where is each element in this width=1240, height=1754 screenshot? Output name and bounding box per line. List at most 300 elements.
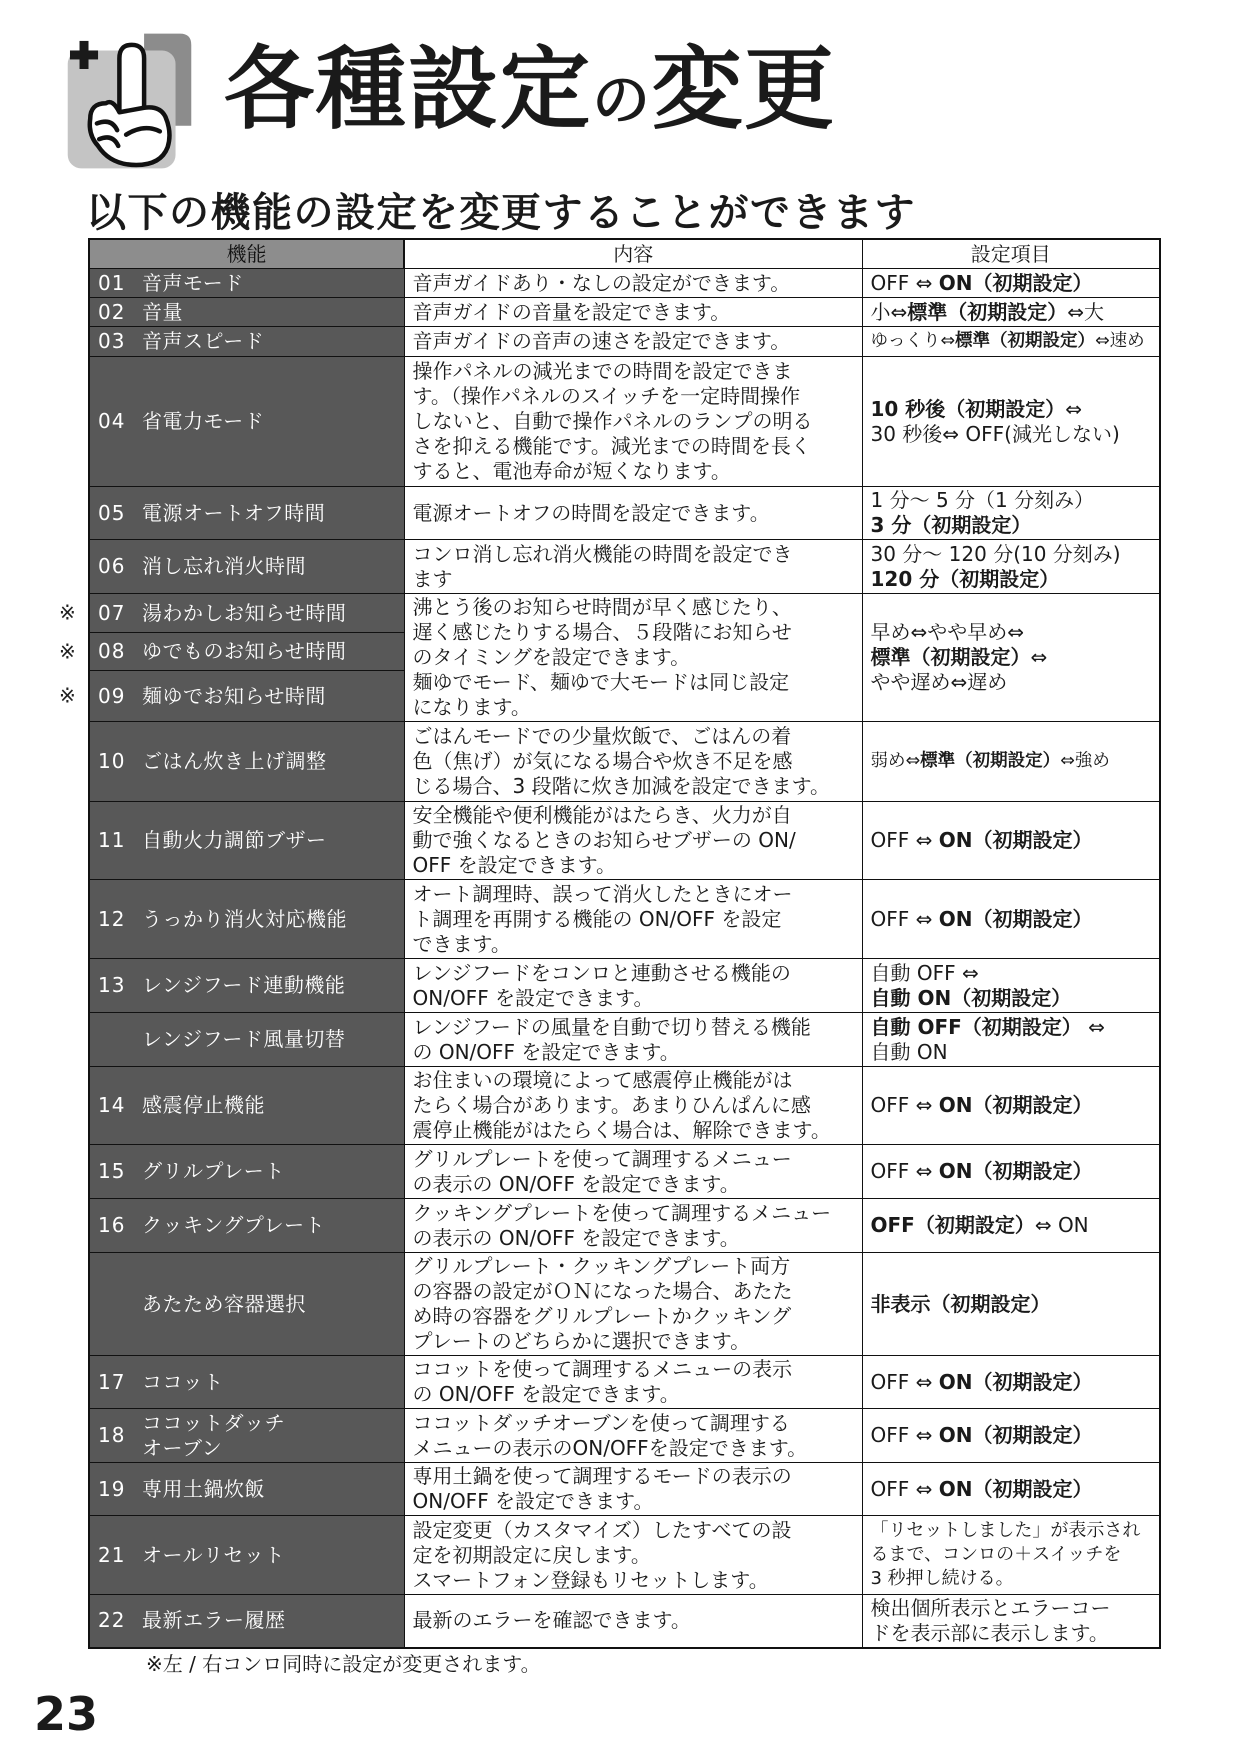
feature-cell: [89, 540, 404, 594]
feature-cell: [89, 487, 404, 540]
setting-cell: [862, 594, 1160, 722]
description-line: 最新のエラーを確認できます。: [412, 1608, 691, 1633]
setting-text: 30 秒後⇔ OFF(減光しない): [870, 421, 1120, 446]
feature-name: レンジフード連動機能: [142, 973, 346, 997]
feature-number: 21: [98, 1542, 126, 1567]
table-row: [89, 880, 1160, 959]
setting-text: 3 秒押し続ける。: [870, 1568, 1014, 1589]
description-line: ON/OFF を設定できます。: [412, 985, 654, 1010]
title-main-a: 各種設定: [224, 36, 592, 142]
setting-default-label: 120 分（初期設定）: [870, 566, 1060, 591]
feature-label: [98, 1370, 396, 1395]
feature-name: オールリセット: [142, 1542, 285, 1567]
description-line: になります。: [412, 695, 531, 719]
table-row: [89, 1516, 1160, 1595]
setting-default-label: ON（初期設定）: [938, 1423, 1093, 1447]
feature-label: [98, 1477, 396, 1502]
feature-cell: [89, 298, 404, 327]
setting-cell: [862, 722, 1160, 802]
description-cell: [404, 1463, 862, 1516]
feature-label: [98, 601, 396, 626]
setting-line: [871, 567, 1152, 592]
feature-name: レンジフード風量切替: [142, 1027, 346, 1051]
setting-cell: [862, 1356, 1160, 1409]
setting-text: 1 分～ 5 分（1 分刻み）: [870, 488, 1095, 512]
setting-line: [871, 1567, 1152, 1591]
feature-number: 06: [98, 554, 126, 578]
table-row: [89, 298, 1160, 327]
setting-line: [871, 1519, 1152, 1543]
setting-cell: [862, 1409, 1160, 1463]
setting-line: [871, 422, 1152, 447]
feature-label: [98, 1093, 396, 1118]
description-line: ごはんモードでの少量炊飯で、ごはんの着: [412, 724, 792, 748]
feature-number: 22: [98, 1608, 126, 1633]
note-mark: ※: [59, 600, 76, 625]
description-line: OFF を設定できます。: [412, 853, 617, 877]
feature-number: 04: [98, 409, 126, 433]
setting-cell: [862, 802, 1160, 880]
feature-label: [98, 907, 396, 932]
description-cell: [404, 1199, 862, 1253]
setting-default-label: 標準（初期設定）: [920, 751, 1061, 771]
table-body: [59, 269, 1160, 1648]
feature-name: あたため容器選択: [142, 1291, 306, 1316]
description-line: の ON/OFF を設定できます。: [412, 1039, 680, 1064]
table-row: [89, 1145, 1160, 1199]
description-cell: [404, 269, 862, 298]
setting-default-label: 標準（初期設定）: [870, 645, 1031, 669]
table-row: [89, 1013, 1160, 1067]
setting-default-label: ON（初期設定）: [938, 1159, 1093, 1183]
feature-name: 湯わかしお知らせ時間: [142, 600, 347, 625]
description-line: すると、電池寿命が短くなります。: [412, 459, 731, 483]
table-row: [89, 594, 1160, 633]
table-row: [89, 1199, 1160, 1253]
description-line: 音声ガイドの音量を設定できます。: [412, 299, 731, 324]
description-line: ON/OFF を設定できます。: [412, 1489, 654, 1513]
setting-text: ⇔: [1030, 645, 1048, 669]
setting-line: [871, 329, 1152, 354]
feature-number: 05: [98, 500, 126, 525]
description-line: さを抑える機能です。減光までの時間を長く: [412, 434, 811, 458]
feature-name: 自動火力調節ブザー: [142, 828, 327, 852]
header-description: 内容: [404, 239, 862, 269]
setting-text: OFF ⇔: [870, 1476, 939, 1501]
feature-cell: [89, 1595, 404, 1648]
setting-text: OFF ⇔: [870, 906, 939, 931]
description-cell: [404, 487, 862, 540]
setting-cell: [862, 298, 1160, 327]
description-line: じる場合、3 段階に炊き加減を設定できます。: [412, 774, 830, 798]
description-line: の ON/OFF を設定できます。: [412, 1382, 680, 1406]
feature-cell: [89, 1067, 404, 1145]
setting-text: 自動 OFF ⇔: [870, 960, 979, 985]
table-row: [89, 269, 1160, 298]
setting-line: [871, 620, 1152, 645]
feature-cell: [89, 880, 404, 959]
setting-text: OFF ⇔: [870, 270, 939, 295]
feature-name: ココット: [142, 1369, 224, 1394]
setting-line: [871, 1621, 1152, 1646]
note-mark: ※: [59, 639, 76, 663]
description-cell: [404, 1145, 862, 1199]
setting-line: [871, 1093, 1152, 1118]
description-line: 音声ガイドあり・なしの設定ができます。: [412, 270, 791, 295]
description-line: グリルプレート・クッキングプレート両方: [412, 1254, 791, 1278]
description-cell: [404, 298, 862, 327]
description-line: 操作パネルの減光までの時間を設定できま: [412, 359, 793, 383]
feature-cell: [89, 1356, 404, 1409]
title-main-b: 変更: [652, 36, 837, 142]
feature-cell: [89, 327, 404, 357]
setting-text: 「リセットしました」が表示され: [870, 1520, 1141, 1541]
description-line: グリルプレートを使って調理するメニュー: [412, 1146, 792, 1171]
setting-line: [871, 1213, 1152, 1238]
description-line: のタイミングを設定できます。: [412, 645, 691, 669]
description-line: できます。: [412, 931, 511, 956]
setting-line: [871, 828, 1152, 853]
description-line: スマートフォン登録もリセットします。: [412, 1567, 769, 1592]
table-row: [89, 327, 1160, 357]
feature-label: [98, 1543, 396, 1568]
page-number: 23: [34, 1687, 99, 1741]
feature-cell: [89, 1463, 404, 1516]
description-line: す。（操作パネルのスイッチを一定時間操作: [412, 384, 801, 408]
feature-label: [98, 749, 396, 774]
feature-cell: [89, 1516, 404, 1595]
description-line: 動で強くなるときのお知らせブザーの ON/: [412, 828, 796, 852]
title-particle: の: [592, 66, 653, 134]
feature-name: 消し忘れ消火時間: [142, 554, 306, 578]
setting-cell: [862, 1463, 1160, 1516]
feature-name: 電源オートオフ時間: [142, 500, 326, 525]
feature-label: [98, 329, 396, 354]
feature-number: 13: [98, 973, 126, 997]
feature-name: 専用土鍋炊飯: [142, 1476, 265, 1501]
feature-cell: [89, 1145, 404, 1199]
feature-cell: [59, 671, 404, 722]
setting-text: OFF ⇔: [870, 1369, 939, 1394]
feature-name: 音声スピード: [142, 329, 265, 353]
setting-text: OFF ⇔: [870, 1093, 939, 1117]
setting-text: ドを表示部に表示します。: [870, 1620, 1109, 1645]
description-line: 沸とう後のお知らせ時間が早く感じたり、: [412, 595, 792, 619]
setting-cell: [862, 487, 1160, 540]
setting-line: [871, 1596, 1152, 1621]
feature-label: [98, 684, 396, 709]
setting-cell: [862, 1067, 1160, 1145]
setting-text: やや遅め⇔遅め: [870, 670, 1008, 694]
setting-default-label: 非表示（初期設定）: [870, 1291, 1051, 1316]
setting-text: ⇔速め: [1095, 331, 1145, 351]
feature-cell: [89, 802, 404, 880]
feature-number: 10: [98, 749, 126, 773]
description-cell: [404, 1409, 862, 1463]
description-line: クッキングプレートを使って調理するメニュー: [412, 1200, 832, 1225]
setting-default-label: ON（初期設定）: [938, 270, 1093, 295]
setting-cell: [862, 327, 1160, 357]
description-line: コンロ消し忘れ消火機能の時間を設定でき: [412, 541, 793, 566]
footnote: ※左 / 右コンロ同時に設定が変更されます。: [146, 1652, 541, 1676]
feature-label: [98, 639, 396, 664]
description-line: 遅く感じたりする場合、５段階にお知らせ: [412, 620, 792, 644]
page-title: [224, 34, 836, 155]
feature-number: 15: [98, 1159, 126, 1183]
feature-number: 09: [98, 683, 126, 708]
description-line: 電源オートオフの時間を設定できます。: [412, 500, 770, 525]
description-line: 定を初期設定に戻します。: [412, 1542, 651, 1567]
note-mark: ※: [59, 683, 76, 708]
feature-cell: [89, 722, 404, 802]
description-cell: [404, 1067, 862, 1145]
description-cell: [404, 540, 862, 594]
feature-number: 19: [98, 1476, 126, 1501]
setting-cell: [862, 357, 1160, 487]
description-line: 震停止機能がはたらく場合は、解除できます。: [412, 1118, 831, 1142]
feature-cell: [59, 633, 404, 671]
description-line: ココットを使って調理するメニューの表示: [412, 1357, 793, 1381]
header-setting: 設定項目: [862, 239, 1160, 269]
setting-line: [871, 907, 1152, 932]
setting-line: [871, 513, 1152, 538]
feature-number: 14: [98, 1093, 126, 1117]
setting-default-label: ON（初期設定）: [938, 1476, 1093, 1501]
setting-line: [871, 300, 1152, 325]
setting-line: [871, 1292, 1152, 1317]
pointing-hand-plus-icon: [62, 28, 197, 174]
table-row: [89, 1463, 1160, 1516]
setting-cell: [862, 1013, 1160, 1067]
description-line: ト調理を再開する機能の ON/OFF を設定: [412, 906, 782, 931]
setting-cell: [862, 1145, 1160, 1199]
feature-label: [98, 1159, 396, 1184]
setting-line: [871, 1040, 1152, 1065]
table-row: [89, 487, 1160, 540]
description-cell: [404, 594, 862, 722]
table-row: [89, 1409, 1160, 1463]
description-line: 色（焦げ）が気になる場合や炊き不足を感: [412, 749, 793, 773]
setting-line: [871, 986, 1152, 1011]
feature-label: [98, 271, 396, 296]
feature-label: [98, 1411, 396, 1461]
setting-line: [871, 271, 1152, 296]
feature-number: 07: [98, 600, 126, 625]
feature-name: ごはん炊き上げ調整: [142, 749, 327, 773]
feature-name: ゆでものお知らせ時間: [142, 639, 347, 663]
setting-text: OFF ⇔: [870, 1159, 939, 1183]
description-line: の容器の設定がＯＮになった場合、あたた: [412, 1279, 793, 1303]
feature-number: 01: [98, 270, 126, 295]
feature-label: [98, 1213, 396, 1238]
table-row: [89, 1356, 1160, 1409]
setting-cell: [862, 540, 1160, 594]
feature-name: 最新エラー履歴: [142, 1608, 286, 1633]
feature-label: [98, 828, 396, 853]
setting-default-label: ON（初期設定）: [938, 906, 1093, 931]
feature-label: [98, 1292, 396, 1317]
description-line: 安全機能や便利機能がはたらき、火力が自: [412, 803, 792, 827]
setting-default-label: ON（初期設定）: [938, 1093, 1093, 1117]
feature-name: 音声モード: [142, 270, 244, 295]
setting-line: [871, 961, 1152, 986]
setting-text: ⇔大: [1067, 299, 1105, 324]
setting-text: ⇔ ON: [1034, 1213, 1089, 1237]
description-cell: [404, 357, 862, 487]
description-cell: [404, 1356, 862, 1409]
feature-number: 12: [98, 906, 126, 931]
description-line: 設定変更（カスタマイズ）したすべての設: [412, 1517, 792, 1542]
feature-name: 省電力モード: [142, 409, 265, 433]
setting-line: [871, 645, 1152, 670]
description-line: たらく場合があります。あまりひんぱんに感: [412, 1093, 811, 1117]
setting-line: [871, 749, 1152, 774]
setting-text: ゆっくり⇔: [870, 331, 955, 351]
description-line: お住まいの環境によって感震停止機能がは: [412, 1068, 793, 1092]
setting-text: OFF ⇔: [870, 828, 939, 852]
feature-cell: [89, 269, 404, 298]
setting-default-label: 自動 ON（初期設定）: [870, 985, 1072, 1010]
feature-label: [98, 1027, 396, 1052]
setting-line: [871, 1015, 1152, 1040]
feature-number: 02: [98, 299, 126, 324]
table-row: [89, 1253, 1160, 1356]
description-cell: [404, 1253, 862, 1356]
setting-cell: [862, 1516, 1160, 1595]
section-heading: 以下の機能の設定を変更することができます: [86, 190, 916, 236]
setting-line: [871, 542, 1152, 567]
table-header: [89, 239, 1160, 269]
feature-cell: [89, 1253, 404, 1356]
setting-cell: [862, 1253, 1160, 1356]
setting-line: [871, 1370, 1152, 1395]
feature-cell: [89, 959, 404, 1013]
table-row: [89, 1595, 1160, 1648]
setting-text: るまで、コンロの＋スイッチを: [870, 1544, 1122, 1565]
description-cell: [404, 722, 862, 802]
table-row: [89, 722, 1160, 802]
setting-text: ⇔: [1065, 396, 1083, 421]
setting-default-label: ON（初期設定）: [938, 1369, 1093, 1394]
setting-line: [871, 1159, 1152, 1184]
setting-cell: [862, 269, 1160, 298]
setting-text: 自動 ON: [870, 1039, 948, 1064]
feature-number: 08: [98, 639, 126, 663]
feature-number: 11: [98, 828, 126, 852]
description-cell: [404, 1516, 862, 1595]
description-line: 音声ガイドの音声の速さを設定できます。: [412, 329, 791, 353]
description-line: め時の容器をグリルプレートかクッキング: [412, 1304, 792, 1328]
description-cell: [404, 959, 862, 1013]
feature-label: [98, 409, 396, 434]
feature-cell: [89, 1013, 404, 1067]
setting-default-label: OFF（初期設定）: [870, 1213, 1035, 1237]
setting-text: ⇔強め: [1060, 751, 1110, 771]
setting-text: 弱め⇔: [870, 751, 921, 771]
description-line: レンジフードをコンロと連動させる機能の: [412, 960, 791, 985]
feature-label: [98, 554, 396, 579]
description-cell: [404, 327, 862, 357]
setting-cell: [862, 880, 1160, 959]
description-line: ココットダッチオーブンを使って調理する: [412, 1410, 790, 1435]
feature-label: [98, 300, 396, 325]
setting-text: 早め⇔やや早め⇔: [870, 620, 1025, 644]
header-row: [89, 239, 1160, 269]
setting-cell: [862, 959, 1160, 1013]
setting-text: OFF ⇔: [870, 1423, 939, 1447]
feature-label: [98, 501, 396, 526]
setting-line: [871, 397, 1152, 422]
setting-default-label: 自動 OFF（初期設定）: [870, 1014, 1082, 1039]
table-row: [89, 540, 1160, 594]
feature-label: [98, 1608, 396, 1633]
feature-number: 03: [98, 329, 126, 353]
description-cell: [404, 1013, 862, 1067]
feature-number: 17: [98, 1369, 126, 1394]
setting-default-label: 3 分（初期設定）: [870, 513, 1032, 537]
setting-text: ⇔: [1081, 1014, 1105, 1039]
description-line: オート調理時、誤って消火したときにオー: [412, 881, 793, 906]
feature-cell: [89, 357, 404, 487]
table-row: [89, 1067, 1160, 1145]
description-line: ます: [412, 566, 453, 591]
feature-name: 音量: [142, 299, 183, 324]
description-line: 麺ゆでモード、麺ゆで大モードは同じ設定: [412, 670, 790, 694]
feature-cell: [89, 1199, 404, 1253]
description-line: しないと、自動で操作パネルのランプの明る: [412, 409, 813, 433]
setting-line: [871, 1423, 1152, 1448]
setting-default-label: ON（初期設定）: [938, 828, 1093, 852]
feature-name: 麺ゆでお知らせ時間: [142, 683, 326, 708]
feature-name: 感震停止機能: [142, 1093, 265, 1117]
description-line: の表示の ON/OFF を設定できます。: [412, 1225, 740, 1250]
setting-line: [871, 1477, 1152, 1502]
description-cell: [404, 802, 862, 880]
description-line: メニューの表示のON/OFFを設定できます。: [412, 1435, 808, 1460]
feature-number: 16: [98, 1213, 126, 1237]
feature-label: [98, 973, 396, 998]
description-line: 専用土鍋を使って調理するモードの表示の: [412, 1464, 792, 1488]
description-cell: [404, 880, 862, 959]
setting-cell: [862, 1595, 1160, 1648]
setting-default-label: 標準（初期設定）: [955, 331, 1095, 351]
setting-line: [871, 488, 1152, 513]
feature-cell: [89, 1409, 404, 1463]
description-line: の表示の ON/OFF を設定できます。: [412, 1171, 740, 1196]
description-line: プレートのどちらかに選択できます。: [412, 1329, 751, 1353]
table-row: [89, 802, 1160, 880]
description-line: レンジフードの風量を自動で切り替える機能: [412, 1014, 811, 1039]
table-row: [89, 357, 1160, 487]
feature-name: グリルプレート: [142, 1159, 285, 1183]
setting-line: [871, 1543, 1152, 1567]
feature-name: クッキングプレート: [142, 1213, 326, 1237]
feature-name: ココットダッチオーブン: [142, 1410, 286, 1460]
header-feature: 機能: [89, 239, 404, 269]
setting-cell: [862, 1199, 1160, 1253]
feature-number: 18: [98, 1423, 126, 1447]
description-cell: [404, 1595, 862, 1648]
settings-table: [59, 238, 1161, 1649]
table-row: [89, 959, 1160, 1013]
setting-text: 検出個所表示とエラーコー: [870, 1595, 1111, 1620]
feature-name: うっかり消火対応機能: [142, 906, 347, 931]
setting-text: 30 分～ 120 分(10 分刻み): [870, 541, 1121, 566]
setting-text: 小⇔: [870, 299, 908, 324]
setting-default-label: 標準（初期設定）: [907, 299, 1068, 324]
setting-default-label: 10 秒後（初期設定）: [870, 396, 1066, 421]
setting-line: [871, 670, 1152, 695]
